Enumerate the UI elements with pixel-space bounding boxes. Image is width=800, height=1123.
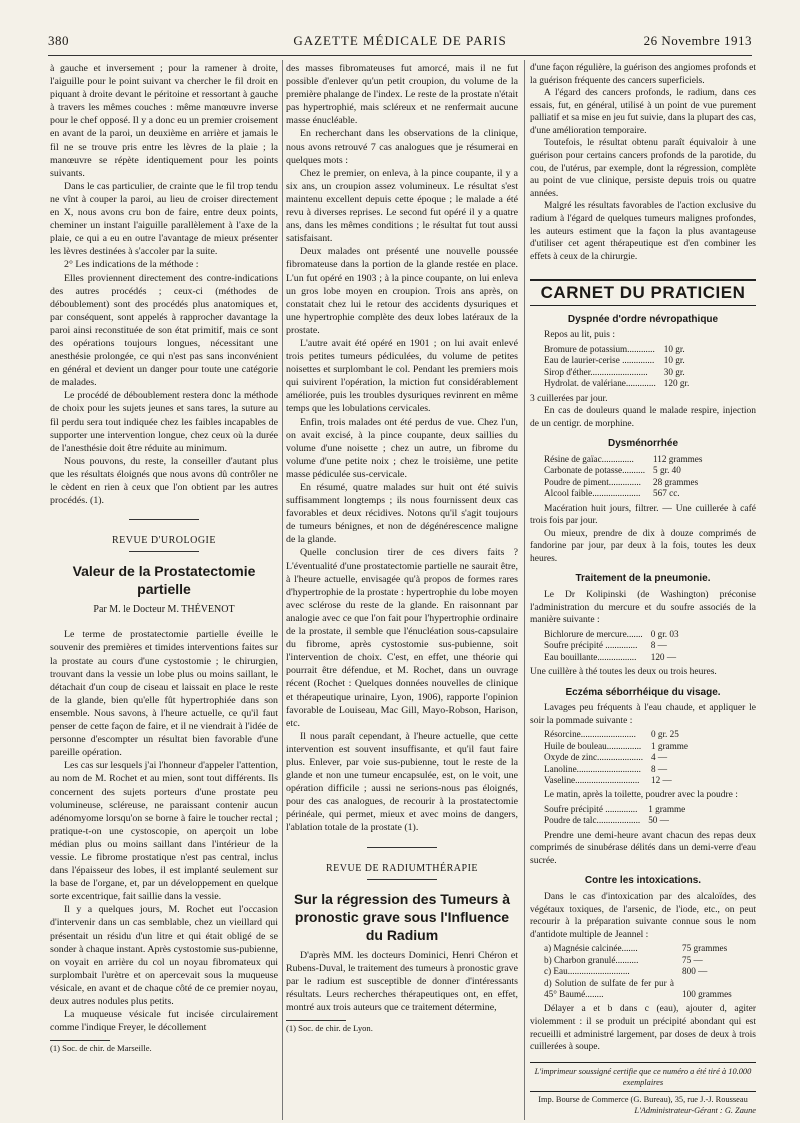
separator [367, 879, 437, 880]
quantity: 10 gr. [663, 343, 685, 354]
header-rule [48, 55, 752, 56]
paragraph: Ou mieux, prendre de dix à douze comprimés de fandorine par jour, par deux à la fois, toutes les deux heures. [530, 528, 756, 564]
ingredient: Résorcine........................ [544, 729, 636, 740]
paragraph: Le procédé de déboublement restera donc la méthode de choix pour les sujets jeunes et sans tares, la suture au fil perdu sera tout indiquée chez les faibles incapables de supporter une intervention longue, chez ceux où la durée de l'anesthésie doit être réduite au minimum. [50, 390, 278, 454]
prescription-row [544, 741, 688, 752]
paragraph: des masses fibromateuses fut amorcé, mais il ne fut possible d'enlever qu'un petit croupion, du volume de la première phalange de l'index. Le reste de la prostate n'était pas hypertrophié, mais scléreux et ne renfermait aucune masse énucléable. [286, 63, 518, 127]
ingredient: d) Solution de sulfate de fer pur à 45° Baumé........ [544, 977, 674, 999]
quantity: 1 gramme [651, 740, 688, 751]
paragraph: Délayer a et b dans c (eau), ajouter d, agiter violemment : il se produit un précipité abondant qui est recueilli et administré largement, par doses de deux à trois cuillerées à soupe. [530, 1004, 756, 1053]
quantity: 50 — [648, 815, 669, 826]
journal-title: GAZETTE MÉDICALE DE PARIS [293, 33, 507, 48]
paragraph: Il y a quelques jours, M. Rochet eut l'occasion d'intervenir dans un cas semblable, chez un vieillard qui présentait un résidu d'un litre et qui était obligé de se sonder à chaque instant. Après cystostomie sus-pubienne, on voyait en arrière du col un noyau fibromateux qui surplombait l'urètre et on apercevait sous la muqueuse vésicale, en avant et de chaque côté de ce premier noyau, deux autres nodules plus petits. [50, 904, 278, 1007]
quantity: 75 — [682, 954, 703, 965]
paragraph: Deux malades ont présenté une nouvelle poussée fibromateuse dans la portion de la glande restée en place. L'un fut opéré en 1903 ; à la pince coupante, on lui enleva un gros lobe moyen en croupion. Trois ans après, on constatait chez lui le retour des accidents dysuriques et une hypertrophie complète des deux lobes latéraux de la prostate. [286, 246, 518, 336]
prescription-table [544, 344, 689, 390]
ingredient: Hydrolat. de valériane............. [544, 378, 656, 389]
paragraph: Toutefois, le résultat obtenu paraît équivaloir à une guérison pour certains cancers profonds de la parotide, du cou, de l'utérus, par exemple, dont la régression, complète au point de vue clinique, persiste depuis trois ou quatre années. [530, 138, 756, 199]
subheading: Traitement de la pneumonie. [575, 573, 711, 585]
prescription-row [544, 943, 732, 954]
paragraph: Prendre une demi-heure avant chacun des repas deux comprimés de sinubérase délités dans un demi-verre d'eau sucrée. [530, 830, 756, 866]
prescription-row [544, 752, 688, 763]
paragraph: En résumé, quatre malades sur huit ont été suivis suffisamment longtemps ; ils nous fournissent deux cas favorables et deux récidives. Notons qu'il s'agit toujours de tumeurs bénignes, et non de dégénérescence maligne de la glande. [286, 482, 518, 546]
prescription-row [544, 978, 732, 1001]
paragraph: Enfin, trois malades ont été perdus de vue. Chez l'un, on avait excisé, à la pince coupante, deux saillies du volume d'une noisette ; chez un autre, un fibrome du volume d'une petite noix ; chez le troisième, une petite masse pédiculée sus-cervicale. [286, 416, 518, 480]
prescription-row [544, 955, 732, 966]
paragraph: Elles proviennent directement des contre-indications des autres procédés ; ceux-ci (méthodes de déboublement) sont des procédés plus anatomiques et, par conséquent, sont appelés à rapprocher davantage la paroi ainsi reconstituée de son état primitif, mais ce sont des opérations toujours longues, nécessitant une anesthésie prolongée, ce qui n'est pas sans inconvénient en général et devient un danger pour toute une catégorie de malades. [50, 272, 278, 389]
paragraph: Dans le cas particulier, de crainte que le fil trop tendu ne vînt à couper la paroi, au lieu de croiser directement en X, nous avons cru bon de faire, entre deux points, cheminer un instant l'aiguille parallèlement à l'axe de la plaie, ce qui a eu en outre l'avantage de mieux présenter les lèvres destinées à s'accoler par la suite. [50, 180, 278, 258]
quantity: 800 — [682, 966, 708, 977]
section-label: REVUE D'UROLOGIE [112, 535, 216, 547]
issue-date: 26 Novembre 1913 [643, 33, 752, 48]
quantity: 4 — [651, 752, 668, 763]
prescription-row [544, 764, 688, 775]
subheading: Eczéma séborrhéique du visage. [565, 686, 721, 698]
paragraph: Lavages peu fréquents à l'eau chaude, et appliquer le soir la pommade suivante : [530, 703, 756, 726]
separator [129, 519, 199, 520]
column-left [50, 62, 278, 1054]
column-divider [282, 60, 283, 1120]
ingredient: Bromure de potassium............ [544, 343, 655, 354]
prescription-row [544, 454, 702, 465]
paragraph: Chez le premier, on enleva, à la pince coupante, il y a six ans, un croupion assez volumineux. Le résultat s'est maintenu excellent depuis cette époque ; le malade a été revu à diverses reprises. Le second fut opéré il y a quatre ans, dans les mêmes conditions ; le résultat fut tout aussi satisfaisant. [286, 167, 518, 245]
quantity: 100 grammes [682, 988, 732, 999]
prescription-row [544, 465, 702, 476]
quantity: 5 gr. 40 [653, 465, 681, 476]
quantity: 28 grammes [653, 476, 699, 487]
subheading: Dyspnée d'ordre névropathique [567, 313, 719, 325]
paragraph: 3 cuillerées par jour. [530, 393, 608, 404]
print-run-note: L'imprimeur soussigné certifie que ce numéro a été tiré à 10.000 exemplaires [530, 1062, 756, 1088]
quantity: 112 grammes [653, 453, 703, 464]
ingredient: Lanoline............................ [544, 763, 641, 774]
prescription-row [544, 355, 689, 366]
publisher-manager: L'Administrateur-Gérant : G. Zaune [634, 1106, 756, 1115]
paragraph: à gauche et inversement ; pour la ramener à droite, l'aiguille pour le point suivant va chercher le fil droit en piquant à droite devant le péritoine et ressortant à gauche à travers les mêmes couches : même manœuvre inverse pour le chef opposé. Il y a donc eu un premier croisement en avant de la paroi, un deuxième en arrière et jamais le fil ne se trouve pris entre les lèvres de la plaie ; la manœuvre se répète identiquement pour les points suivants. [50, 63, 278, 179]
quantity: 30 gr. [663, 366, 685, 377]
column-middle [286, 62, 518, 1034]
quantity: 1 gramme [648, 803, 686, 814]
prescription-row [544, 775, 688, 786]
paragraph: Dans le cas d'intoxication par des alcaloïdes, des végétaux toxiques, de l'arsenic, de l'iode, etc., on peut recourir à la préparation suivante connue sous le nom d'antidote multiple de Jeannel : [530, 892, 756, 940]
footnote: (1) Soc. de chir. de Marseille. [50, 1043, 152, 1054]
column-right [530, 62, 756, 1054]
prescription-table [544, 729, 688, 786]
ingredient: Alcool faible..................... [544, 488, 641, 499]
paragraph: Le terme de prostatectomie partielle éveille le souvenir des premières et timides interventions faites sur la prostate au cours d'une cystostomie ; le chirurgien, trouvant dans la vessie un lobe plus ou moins saillant, le détachait d'un coup de ciseau et laissait en place le reste de la glande, bien qu'elle fût hypertrophiée dans son ensemble. Nous savons, à l'heure actuelle, ce qu'il faut penser de cette façon de faire, et il ne viendrait à l'idée de personne d'escompter un résultat bien favorable d'une pareille opération. [50, 629, 278, 759]
quantity: 8 — [651, 763, 668, 774]
prescription-row [544, 815, 685, 826]
ingredient: Sirop d'éther......................... [544, 366, 648, 377]
paragraph: Les cas sur lesquels j'ai l'honneur d'appeler l'attention, au nom de M. Rochet et au mien, sont tout différents. Ils concernent des sujets porteurs d'une prostate peu volumineuse, scléreuse, ne paraissant contenir aucun adénomyome lorsqu'on se borne à faire le toucher rectal ; pratique-t-on une cystoscopie, on aperçoit un lobe médian plus ou moins saillant dans l'intérieur de la vessie. Le fibrome prostatique n'est pas central, inclus dans l'épaisseur des lobes, il est implanté seulement sur la base de l'organe, et, par un développement en quelque sorte excentrique, fait saillie dans la vessie. [50, 760, 278, 903]
ingredient: c) Eau........................... [544, 966, 630, 977]
quantity: 567 cc. [653, 488, 680, 499]
paragraph: Le Dr Kolipinski (de Washington) préconise l'administration du mercure et du soufre associés de la manière suivante : [530, 590, 756, 626]
ingredient: Soufre précipité .............. [544, 803, 638, 814]
ingredient: Vaseline............................ [544, 774, 640, 785]
prescription-table [544, 804, 685, 827]
column-divider [524, 60, 525, 1120]
ingredient: Résine de gaïac.............. [544, 453, 634, 464]
paragraph: Malgré les résultats favorables de l'action exclusive du radium à l'égard de quelques tumeurs malignes profondes, les auteurs estiment que la façon la plus avantageuse d'utiliser cet agent thérapeutique est d'en combiner les effets à ceux de la chirurgie. [530, 201, 756, 262]
paragraph: Macération huit jours, filtrer. — Une cuillerée à café trois fois par jour. [530, 503, 756, 527]
quantity: 120 — [650, 651, 676, 662]
carnet-heading: CARNET DU PRATICIEN [530, 279, 756, 306]
footnote-rule [50, 1040, 110, 1041]
section-label: REVUE DE RADIUMTHÉRAPIE [325, 862, 479, 874]
paragraph: A l'égard des cancers profonds, le radium, dans ces essais, fut, en général, utilisé à un point de vue purement palliatif et sa mise en jeu fut suivie, dans la plupart des cas, d'une amélioration temporaire. [530, 88, 756, 136]
ingredient: Poudre de talc................... [544, 815, 641, 826]
quantity: 12 — [651, 774, 672, 785]
prescription-row [544, 652, 679, 663]
ingredient: Carbonate de potasse.......... [544, 465, 646, 476]
imprint [530, 1062, 756, 1116]
paragraph: Le matin, après la toilette, poudrer avec la poudre : [544, 790, 738, 801]
ingredient: b) Charbon granulé.......... [544, 954, 639, 965]
article-author: Par M. le Docteur M. THÉVENOT [93, 604, 235, 616]
paragraph: En cas de douleurs quand le malade respire, injection de un centigr. de morphine. [530, 406, 756, 429]
prescription-row [544, 629, 679, 640]
prescription-row [544, 966, 732, 977]
ingredient: a) Magnésie calcinée....... [544, 943, 638, 954]
paragraph: L'autre avait été opéré en 1901 ; on lui avait enlevé trois petites tumeurs pédiculées, du volume de petites noisettes et surplombant le col. Pendant les premiers mois qui suivirent l'opération, la miction fut considérablement améliorée, puis les troubles dysuriques revinrent en même temps que les lobulations cervicales. [286, 337, 518, 415]
footnote: (1) Soc. de chir. de Lyon. [286, 1023, 373, 1034]
paragraph: Repos au lit, puis : [544, 330, 615, 341]
ingredient: Eau de laurier-cerise .............. [544, 355, 655, 366]
separator [129, 551, 199, 552]
quantity: 10 gr. [663, 355, 685, 366]
paragraph: D'après MM. les docteurs Dominici, Henri Chéron et Rubens-Duval, le traitement des tumeurs à pronostic grave par le radium est susceptible de donner d'intéressants résultats. Leurs recherches thérapeutiques ont, en effet, montré aux trois auteurs que ce traitement détermine, [286, 949, 518, 1013]
paragraph: d'une façon régulière, la guérison des angiomes profonds et la guérison fréquente des cancers superficiels. [530, 63, 756, 86]
ingredient: Poudre de piment.............. [544, 476, 641, 487]
subheading: Dysménorrhée [607, 438, 679, 450]
paragraph: Il nous paraît cependant, à l'heure actuelle, que cette intervention est souvent insuffisante, et qu'il faut faire plus. Enlever, par voie sus-pubienne, tout le reste de la glande et non une tumeur encapsulée, est, on le voit, une opération difficile ; aussi ne serions-nous pas éloignés, pour des cas analogues, de recourir à la prostatectomie périnéale, qui permet, mieux et avec moins de dangers, l'ablation totale de la prostate (1). [286, 730, 518, 834]
paragraph: En recherchant dans les observations de la clinique, nous avons retrouvé 7 cas analogues que je résumerai en quelques mots : [286, 128, 518, 166]
prescription-row [544, 344, 689, 355]
prescription-table [544, 629, 679, 663]
quantity: 0 gr. 25 [651, 729, 679, 740]
ingredient: Oxyde de zinc.................... [544, 752, 643, 763]
prescription-table [544, 943, 732, 1000]
paragraph: Quelle conclusion tirer de ces divers faits ? L'éventualité d'une prostatectomie partielle ne saurait être, à l'heure actuelle, envisagée qu'à propos de formes rares d'hypertrophie de la prostate : hypertrophie du lobe moyen avec sclérose du reste de la glande. En raisonnant par analogie avec ce que l'on fait pour l'hypertrophie ordinaire de la prostate, il semble que l'énucléation sous-capsulaire du fibrome, après cystostomie sus-pubienne, soit l'intervention de choix. C'est, en effet, une théorie qui pourrait être défendue, et M. Rochet, dans un ouvrage récent (Rochet : Quelques données nouvelles de clinique et thérapeutique urinaire, Lyon, 1906), rapporte l'opinion favorable de Louiseau, Mac Gill, Mayo-Robson, Harison, etc. [286, 547, 518, 729]
prescription-table [544, 454, 702, 500]
page-number: 380 [48, 33, 69, 48]
prescription-row [544, 477, 702, 488]
quantity: 0 gr. 03 [650, 628, 679, 639]
article-title: Sur la régression des Tumeurs à pronostic grave sous l'Influence du Radium [293, 890, 511, 943]
paragraph: Une cuillère à thé toutes les deux ou trois heures. [530, 666, 717, 677]
page-header [48, 33, 752, 53]
quantity: 75 grammes [682, 943, 728, 954]
footnote-rule [286, 1020, 346, 1021]
ingredient: Eau bouillante................. [544, 651, 637, 662]
prescription-row [544, 640, 679, 651]
prescription-row [544, 804, 685, 815]
subheading: Contre les intoxications. [584, 875, 702, 887]
quantity: 120 gr. [663, 378, 690, 389]
prescription-row [544, 729, 688, 740]
separator [367, 847, 437, 848]
prescription-row [544, 378, 689, 389]
prescription-row [544, 367, 689, 378]
paragraph: La muqueuse vésicale fut incisée circulairement comme l'indique Freyer, le décollement [50, 1009, 278, 1034]
prescription-row [544, 488, 702, 499]
article-title: Valeur de la Prostatectomie partielle [72, 563, 256, 598]
ingredient: Bichlorure de mercure....... [544, 628, 643, 639]
ingredient: Soufre précipité .............. [544, 640, 638, 651]
quantity: 8 — [650, 640, 667, 651]
paragraph: Nous pouvons, du reste, la conseiller d'autant plus que les résultats éloignés que nous avons dû contrôler ne le cèdent en rien à ceux que l'on obtient par les autres procédés. (1). [50, 455, 278, 507]
ingredient: Huile de bouleau............... [544, 740, 642, 751]
paragraph: 2° Les indications de la méthode : [64, 259, 199, 271]
printer-address: Imp. Bourse de Commerce (G. Bureau), 35, rue J.-J. Rousseau [530, 1091, 756, 1105]
